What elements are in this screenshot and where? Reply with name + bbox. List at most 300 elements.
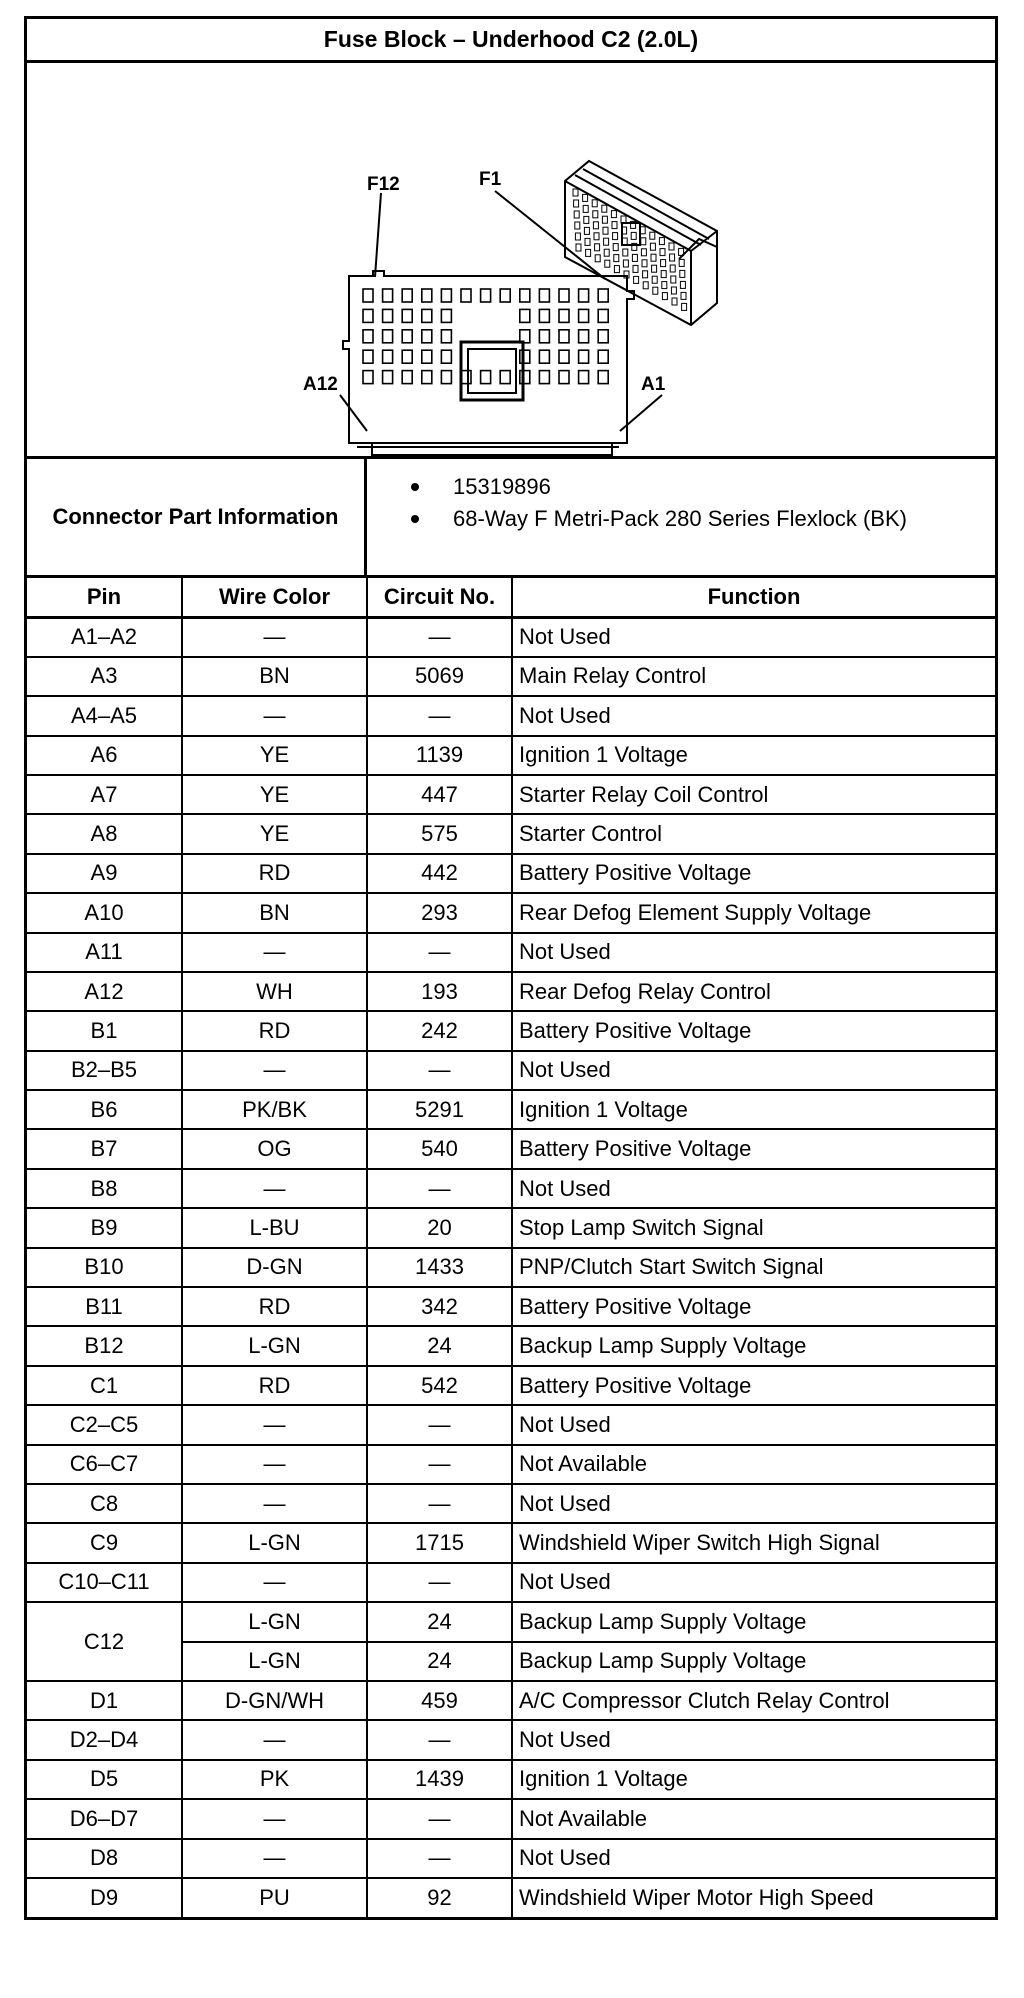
pin-cell: B10	[27, 1248, 182, 1287]
table-row	[27, 1523, 995, 1562]
cavity	[441, 371, 451, 384]
wire-color-cell: —	[182, 1169, 367, 1208]
iso-cavity	[659, 238, 664, 245]
iso-cavity	[662, 293, 667, 300]
pinout-table	[27, 578, 995, 1917]
iso-cavity	[575, 233, 580, 240]
function-cell: Ignition 1 Voltage	[512, 1760, 995, 1799]
wire-color-cell: WH	[182, 972, 367, 1011]
function-cell: Battery Positive Voltage	[512, 1366, 995, 1405]
cavity	[579, 309, 589, 322]
cavity	[559, 371, 569, 384]
circuit-cell: —	[367, 696, 512, 735]
iso-cavity	[669, 243, 674, 250]
pin-cell: B2–B5	[27, 1051, 182, 1090]
circuit-cell: —	[367, 1051, 512, 1090]
wire-color-cell: L-GN	[182, 1602, 367, 1641]
pin-cell: B9	[27, 1208, 182, 1247]
iso-cavity	[614, 266, 619, 273]
iso-cavity	[643, 271, 648, 278]
cavity	[559, 350, 569, 363]
cavity	[363, 330, 373, 343]
pin-cell: C9	[27, 1523, 182, 1562]
label-a12: A12	[303, 374, 338, 395]
function-cell: Not Available	[512, 1445, 995, 1484]
circuit-cell: 442	[367, 854, 512, 893]
iso-cavity	[614, 255, 619, 262]
circuit-cell: 459	[367, 1681, 512, 1720]
iso-cavity	[623, 260, 628, 267]
cavity	[539, 371, 549, 384]
iso-cavity	[623, 249, 628, 256]
wire-color-cell: —	[182, 1720, 367, 1759]
iso-cavity	[652, 265, 657, 272]
wire-color-cell: RD	[182, 1287, 367, 1326]
pin-cell: B11	[27, 1287, 182, 1326]
function-cell: Backup Lamp Supply Voltage	[512, 1326, 995, 1365]
pin-cell: D2–D4	[27, 1720, 182, 1759]
iso-cavity	[602, 205, 607, 212]
pin-cell: A9	[27, 854, 182, 893]
title-text: Fuse Block – Underhood C2 (2.0L)	[323, 26, 699, 52]
wire-color-cell: YE	[182, 736, 367, 775]
pin-cell: B8	[27, 1169, 182, 1208]
wire-color-cell: —	[182, 1839, 367, 1878]
pin-cell: A1–A2	[27, 617, 182, 656]
function-cell: Starter Relay Coil Control	[512, 775, 995, 814]
iso-cavity	[593, 211, 598, 218]
part-info-label: Connector Part Information	[27, 459, 367, 575]
label-f12: F12	[367, 174, 400, 195]
function-cell: Not Used	[512, 1563, 995, 1602]
iso-cavity	[670, 265, 675, 272]
circuit-cell: —	[367, 1799, 512, 1838]
cavity	[383, 330, 393, 343]
circuit-cell: 92	[367, 1878, 512, 1917]
cavity	[441, 350, 451, 363]
table-row	[27, 1248, 995, 1287]
pin-cell: B7	[27, 1129, 182, 1168]
circuit-cell: 575	[367, 814, 512, 853]
iso-cavity	[671, 276, 676, 283]
iso-cavity	[584, 227, 589, 234]
iso-cavity	[634, 276, 639, 283]
circuit-cell: —	[367, 1405, 512, 1444]
pin-cell: D5	[27, 1760, 182, 1799]
circuit-cell: —	[367, 617, 512, 656]
cavity	[461, 289, 471, 302]
iso-cavity	[573, 189, 578, 196]
table-row	[27, 1208, 995, 1247]
circuit-cell: —	[367, 1839, 512, 1878]
function-cell: Not Used	[512, 933, 995, 972]
table-row	[27, 1326, 995, 1365]
iso-cavity	[593, 222, 598, 229]
function-cell: Not Used	[512, 1484, 995, 1523]
table-row	[27, 1602, 995, 1641]
table-row	[27, 696, 995, 735]
pin-cell: A11	[27, 933, 182, 972]
cavity	[559, 309, 569, 322]
function-cell: Backup Lamp Supply Voltage	[512, 1602, 995, 1641]
iso-cavity	[595, 244, 600, 251]
wire-color-cell: —	[182, 617, 367, 656]
circuit-cell: 1439	[367, 1760, 512, 1799]
iso-cavity	[641, 249, 646, 256]
label-a1: A1	[641, 374, 666, 395]
pin-cell: A7	[27, 775, 182, 814]
pin-cell: B12	[27, 1326, 182, 1365]
cavity	[363, 371, 373, 384]
pin-cell: C12	[27, 1602, 182, 1681]
circuit-cell: 447	[367, 775, 512, 814]
function-cell: A/C Compressor Clutch Relay Control	[512, 1681, 995, 1720]
pin-cell: A8	[27, 814, 182, 853]
header-circuit: Circuit No.	[367, 578, 512, 617]
wire-color-cell: L-GN	[182, 1642, 367, 1681]
circuit-cell: 5069	[367, 657, 512, 696]
cavity	[383, 309, 393, 322]
function-cell: Not Used	[512, 696, 995, 735]
table-row	[27, 1287, 995, 1326]
function-cell: Not Used	[512, 1169, 995, 1208]
function-cell: Not Used	[512, 1720, 995, 1759]
circuit-cell: —	[367, 1445, 512, 1484]
cavity	[441, 330, 451, 343]
circuit-cell: 193	[367, 972, 512, 1011]
cavity	[383, 289, 393, 302]
wire-color-cell: —	[182, 1484, 367, 1523]
iso-cavity	[611, 211, 616, 218]
iso-cavity	[583, 205, 588, 212]
pin-cell: D6–D7	[27, 1799, 182, 1838]
cavity	[579, 289, 589, 302]
circuit-cell: —	[367, 1484, 512, 1523]
iso-cavity	[613, 244, 618, 251]
table-row	[27, 1484, 995, 1523]
iso-cavity	[660, 249, 665, 256]
function-cell: Rear Defog Element Supply Voltage	[512, 893, 995, 932]
function-cell: Not Used	[512, 1405, 995, 1444]
function-cell: Main Relay Control	[512, 657, 995, 696]
pin-cell: C2–C5	[27, 1405, 182, 1444]
connector-diagram	[27, 63, 995, 459]
function-cell: Not Available	[512, 1799, 995, 1838]
table-row	[27, 617, 995, 656]
part-info-item	[411, 503, 995, 535]
table-row	[27, 814, 995, 853]
cavity	[481, 289, 491, 302]
wire-color-cell: PU	[182, 1878, 367, 1917]
wire-color-cell: D-GN/WH	[182, 1681, 367, 1720]
cavity	[402, 330, 412, 343]
table-row	[27, 1878, 995, 1917]
table-row	[27, 1445, 995, 1484]
connector-sheet	[24, 16, 998, 1920]
iso-cavity	[574, 211, 579, 218]
cavity	[363, 289, 373, 302]
iso-cavity	[605, 260, 610, 267]
function-cell: Not Used	[512, 1839, 995, 1878]
part-info-item	[411, 471, 995, 503]
iso-cavity	[653, 287, 658, 294]
table-row	[27, 657, 995, 696]
cavity	[441, 309, 451, 322]
table-row	[27, 1051, 995, 1090]
iso-cavity	[604, 249, 609, 256]
table-row	[27, 1799, 995, 1838]
cavity	[422, 309, 432, 322]
iso-cavity	[631, 232, 636, 239]
pin-cell: C10–C11	[27, 1563, 182, 1602]
iso-cavity	[633, 265, 638, 272]
wire-color-cell: BN	[182, 893, 367, 932]
table-row	[27, 1839, 995, 1878]
cavity	[539, 289, 549, 302]
iso-cavity	[621, 216, 626, 223]
table-row	[27, 736, 995, 775]
cavity	[539, 330, 549, 343]
cavity	[422, 371, 432, 384]
wire-color-cell: RD	[182, 1011, 367, 1050]
iso-cavity	[661, 271, 666, 278]
iso-cavity	[642, 260, 647, 267]
iso-cavity	[613, 233, 618, 240]
cavity	[402, 289, 412, 302]
wire-color-cell: OG	[182, 1129, 367, 1168]
wire-color-cell: —	[182, 933, 367, 972]
circuit-cell: 1715	[367, 1523, 512, 1562]
iso-cavity	[650, 243, 655, 250]
table-row	[27, 1090, 995, 1129]
cavity	[539, 350, 549, 363]
iso-cavity	[681, 292, 686, 299]
cavity	[579, 350, 589, 363]
wire-color-cell: L-BU	[182, 1208, 367, 1247]
iso-cavity	[632, 254, 637, 261]
wire-color-cell: —	[182, 1405, 367, 1444]
pin-cell: C1	[27, 1366, 182, 1405]
wire-color-cell: —	[182, 1445, 367, 1484]
cavity	[500, 289, 510, 302]
function-cell: PNP/Clutch Start Switch Signal	[512, 1248, 995, 1287]
circuit-cell: 540	[367, 1129, 512, 1168]
iso-cavity	[650, 232, 655, 239]
header-function: Function	[512, 578, 995, 617]
wire-color-cell: PK/BK	[182, 1090, 367, 1129]
function-cell: Battery Positive Voltage	[512, 1129, 995, 1168]
label-f1: F1	[479, 169, 502, 190]
function-cell: Not Used	[512, 1051, 995, 1090]
wire-color-cell: RD	[182, 854, 367, 893]
circuit-cell: 242	[367, 1011, 512, 1050]
circuit-cell: —	[367, 1169, 512, 1208]
wire-color-cell: YE	[182, 775, 367, 814]
function-cell: Windshield Wiper Switch High Signal	[512, 1523, 995, 1562]
iso-cavity	[612, 222, 617, 229]
cavity	[402, 309, 412, 322]
cavity	[520, 309, 530, 322]
bullet-icon	[411, 515, 419, 523]
circuit-cell: 24	[367, 1602, 512, 1641]
pin-cell: D8	[27, 1839, 182, 1878]
circuit-cell: 293	[367, 893, 512, 932]
cavity	[422, 350, 432, 363]
table-row	[27, 1563, 995, 1602]
function-cell: Ignition 1 Voltage	[512, 1090, 995, 1129]
cavity	[598, 330, 608, 343]
iso-cavity	[583, 194, 588, 201]
cavity	[579, 371, 589, 384]
function-cell: Starter Control	[512, 814, 995, 853]
cavity	[422, 289, 432, 302]
header-pin: Pin	[27, 578, 182, 617]
function-cell: Battery Positive Voltage	[512, 1287, 995, 1326]
cavity	[422, 330, 432, 343]
circuit-cell: 1433	[367, 1248, 512, 1287]
page-title	[27, 19, 995, 63]
connector-part-info	[27, 459, 995, 578]
pin-cell: A6	[27, 736, 182, 775]
circuit-cell: 24	[367, 1326, 512, 1365]
iso-cavity	[602, 216, 607, 223]
iso-cavity	[575, 222, 580, 229]
bullet-icon	[411, 483, 419, 491]
iso-cavity	[603, 227, 608, 234]
table-row	[27, 1760, 995, 1799]
header-wire-color: Wire Color	[182, 578, 367, 617]
cavity	[481, 371, 491, 384]
circuit-cell: —	[367, 1720, 512, 1759]
wire-color-cell: —	[182, 1799, 367, 1838]
cavity	[559, 330, 569, 343]
table-row	[27, 1129, 995, 1168]
cavity	[500, 371, 510, 384]
cavity	[520, 350, 530, 363]
function-cell: Stop Lamp Switch Signal	[512, 1208, 995, 1247]
circuit-cell: —	[367, 933, 512, 972]
part-number: 15319896	[453, 474, 551, 499]
function-cell: Battery Positive Voltage	[512, 854, 995, 893]
function-cell: Ignition 1 Voltage	[512, 736, 995, 775]
cavity-grid	[363, 289, 608, 384]
cavity	[598, 309, 608, 322]
iso-cavity	[682, 303, 687, 310]
circuit-cell: 24	[367, 1642, 512, 1681]
iso-cavity	[594, 233, 599, 240]
wire-color-cell: L-GN	[182, 1523, 367, 1562]
table-header-row	[27, 578, 995, 617]
table-row	[27, 1011, 995, 1050]
iso-cavity	[671, 287, 676, 294]
cavity	[520, 289, 530, 302]
cavity	[402, 350, 412, 363]
iso-cavity	[661, 260, 666, 267]
function-cell: Battery Positive Voltage	[512, 1011, 995, 1050]
cavity	[383, 371, 393, 384]
iso-cavity	[595, 255, 600, 262]
iso-cavity	[604, 238, 609, 245]
iso-cavity	[680, 281, 685, 288]
table-row	[27, 854, 995, 893]
iso-cavity	[652, 276, 657, 283]
cavity	[598, 371, 608, 384]
iso-cavity	[651, 254, 656, 261]
cavity	[441, 289, 451, 302]
function-cell: Not Used	[512, 617, 995, 656]
pin-cell: C6–C7	[27, 1445, 182, 1484]
iso-cavity	[592, 200, 597, 207]
iso-cavity	[641, 238, 646, 245]
pin-cell: B6	[27, 1090, 182, 1129]
table-row	[27, 1169, 995, 1208]
circuit-cell: 542	[367, 1366, 512, 1405]
iso-cavity	[662, 282, 667, 289]
wire-color-cell: L-GN	[182, 1326, 367, 1365]
pin-cell: A4–A5	[27, 696, 182, 735]
iso-cavity	[643, 282, 648, 289]
table-row	[27, 1720, 995, 1759]
cavity	[383, 350, 393, 363]
pin-cell: D1	[27, 1681, 182, 1720]
cavity	[579, 330, 589, 343]
wire-color-cell: YE	[182, 814, 367, 853]
wire-color-cell: RD	[182, 1366, 367, 1405]
wire-color-cell: BN	[182, 657, 367, 696]
part-description: 68-Way F Metri-Pack 280 Series Flexlock (BK)	[453, 506, 907, 531]
cavity	[598, 350, 608, 363]
table-row	[27, 1366, 995, 1405]
cavity	[598, 289, 608, 302]
function-cell: Rear Defog Relay Control	[512, 972, 995, 1011]
pin-cell: A10	[27, 893, 182, 932]
circuit-cell: 1139	[367, 736, 512, 775]
cavity	[539, 309, 549, 322]
wire-color-cell: —	[182, 1563, 367, 1602]
pin-cell: D9	[27, 1878, 182, 1917]
iso-cavity	[586, 249, 591, 256]
wire-color-cell: —	[182, 696, 367, 735]
cavity	[402, 371, 412, 384]
cavity	[559, 289, 569, 302]
wire-color-cell: D-GN	[182, 1248, 367, 1287]
circuit-cell: 342	[367, 1287, 512, 1326]
wire-color-cell: PK	[182, 1760, 367, 1799]
iso-cavity	[584, 216, 589, 223]
iso-cavity	[670, 254, 675, 261]
iso-cavity	[585, 238, 590, 245]
iso-cavity	[574, 200, 579, 207]
pin-cell: A3	[27, 657, 182, 696]
connector-drawing	[27, 63, 995, 456]
cavity	[363, 309, 373, 322]
table-row	[27, 933, 995, 972]
circuit-cell: —	[367, 1563, 512, 1602]
part-info-list	[367, 459, 995, 575]
function-cell: Windshield Wiper Motor High Speed	[512, 1878, 995, 1917]
pin-cell: B1	[27, 1011, 182, 1050]
iso-cavity	[680, 270, 685, 277]
pin-cell: C8	[27, 1484, 182, 1523]
circuit-cell: 20	[367, 1208, 512, 1247]
circuit-cell: 5291	[367, 1090, 512, 1129]
cavity	[520, 371, 530, 384]
table-row	[27, 1681, 995, 1720]
table-row	[27, 972, 995, 1011]
table-row	[27, 775, 995, 814]
pinout-rows	[27, 617, 995, 1917]
iso-cavity	[576, 244, 581, 251]
